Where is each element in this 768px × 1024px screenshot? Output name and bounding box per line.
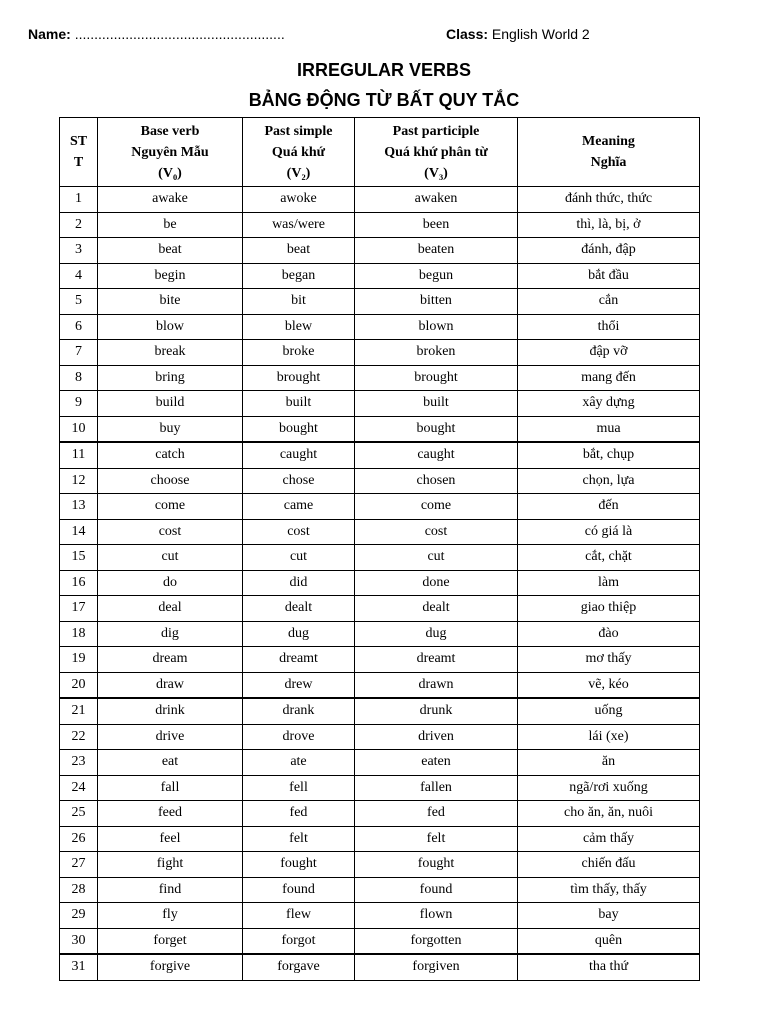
row-number: 18 [60,621,98,647]
meaning: có giá là [518,519,700,545]
past-simple: drew [243,672,355,698]
past-participle: drunk [355,698,518,724]
name-blank: ...................................................... [74,26,285,42]
meaning: thổi [518,314,700,340]
meaning: bắt đầu [518,263,700,289]
past-participle: broken [355,340,518,366]
past-participle: fed [355,801,518,827]
past-simple: began [243,263,355,289]
past-participle: blown [355,314,518,340]
meaning: đánh, đập [518,238,700,264]
page-title: IRREGULAR VERBS [296,60,471,80]
past-simple: beat [243,238,355,264]
base-verb: eat [98,750,243,776]
past-participle: been [355,212,518,238]
past-simple: came [243,494,355,520]
past-simple: felt [243,826,355,852]
table-row [60,903,700,929]
past-participle: found [355,877,518,903]
meaning: mua [518,416,700,442]
row-number: 12 [60,468,98,494]
row-number: 22 [60,724,98,750]
table-body [60,187,700,981]
row-number: 25 [60,801,98,827]
meaning: làm [518,570,700,596]
header-stt [60,118,98,187]
base-verb: dream [98,647,243,673]
past-simple: dreamt [243,647,355,673]
row-number: 9 [60,391,98,417]
base-verb: come [98,494,243,520]
past-participle: cost [355,519,518,545]
base-verb: awake [98,187,243,213]
row-number: 28 [60,877,98,903]
past-participle: done [355,570,518,596]
header-past-participle [355,118,518,187]
past-simple: fed [243,801,355,827]
header-meaning-en: Meaning [582,134,635,149]
past-simple: flew [243,903,355,929]
base-verb: drink [98,698,243,724]
irregular-verbs-table [59,117,700,981]
row-number: 24 [60,775,98,801]
table-row [60,877,700,903]
table-row [60,698,700,724]
table-row [60,263,700,289]
past-simple: fell [243,775,355,801]
meaning: uống [518,698,700,724]
table-row [60,570,700,596]
table-header-row [60,118,700,187]
meaning: thì, là, bị, ở [518,212,700,238]
past-simple: cut [243,545,355,571]
meaning: ngã/rơi xuống [518,775,700,801]
meaning: chiến đấu [518,852,700,878]
header-past-participle-en: Past participle [392,123,480,139]
name-field [28,26,285,42]
header-past-simple-en: Past simple [264,123,333,139]
past-participle: driven [355,724,518,750]
meaning: đến [518,494,700,520]
row-number: 15 [60,545,98,571]
meaning: bay [518,903,700,929]
meaning: cắt, chặt [518,545,700,571]
table-row [60,545,700,571]
meaning: xây dựng [518,391,700,417]
base-verb: cost [98,519,243,545]
past-participle: bitten [355,289,518,315]
base-verb: forget [98,928,243,954]
meaning: ăn [518,750,700,776]
class-label: Class: [446,26,489,42]
meaning: đập vỡ [518,340,700,366]
table-row [60,672,700,698]
meaning: cảm thấy [518,826,700,852]
base-verb: bring [98,365,243,391]
row-number: 21 [60,698,98,724]
base-verb: feed [98,801,243,827]
past-simple: dealt [243,596,355,622]
meaning: vẽ, kéo [518,672,700,698]
past-participle: forgiven [355,954,518,980]
table-row [60,954,700,980]
table-row [60,238,700,264]
row-number: 11 [60,442,98,468]
base-verb: choose [98,468,243,494]
base-verb: be [98,212,243,238]
past-participle: eaten [355,750,518,776]
row-number: 14 [60,519,98,545]
past-simple: dug [243,621,355,647]
row-number: 16 [60,570,98,596]
worksheet-header [28,26,748,48]
row-number: 8 [60,365,98,391]
table-row [60,340,700,366]
past-simple: cost [243,519,355,545]
past-participle: beaten [355,238,518,264]
base-verb: beat [98,238,243,264]
meaning: mang đến [518,365,700,391]
row-number: 27 [60,852,98,878]
table-row [60,750,700,776]
past-simple: broke [243,340,355,366]
base-verb: bite [98,289,243,315]
table-row [60,775,700,801]
base-verb: draw [98,672,243,698]
past-simple: drank [243,698,355,724]
past-participle: fallen [355,775,518,801]
base-verb: feel [98,826,243,852]
row-number: 26 [60,826,98,852]
base-verb: build [98,391,243,417]
base-verb: fly [98,903,243,929]
table-row [60,596,700,622]
row-number: 29 [60,903,98,929]
base-verb: blow [98,314,243,340]
past-participle: built [355,391,518,417]
past-participle: dealt [355,596,518,622]
past-simple: ate [243,750,355,776]
name-label: Name: [28,26,71,42]
header-past-simple [243,118,355,187]
past-simple: caught [243,442,355,468]
past-simple: built [243,391,355,417]
base-verb: deal [98,596,243,622]
table-row [60,724,700,750]
class-field [446,26,590,42]
table-row [60,494,700,520]
row-number: 4 [60,263,98,289]
meaning: bắt, chụp [518,442,700,468]
past-simple: forgot [243,928,355,954]
row-number: 30 [60,928,98,954]
past-participle: drawn [355,672,518,698]
past-participle: flown [355,903,518,929]
header-base-verb [98,118,243,187]
header-past-participle-vi: Quá khứ phân từ [384,144,488,160]
meaning: mơ thấy [518,647,700,673]
past-participle: come [355,494,518,520]
past-simple: bit [243,289,355,315]
past-participle: bought [355,416,518,442]
table-row [60,416,700,442]
past-participle: dug [355,621,518,647]
table-row [60,519,700,545]
table-row [60,289,700,315]
past-simple: bought [243,416,355,442]
row-number: 5 [60,289,98,315]
base-verb: fall [98,775,243,801]
past-participle: forgotten [355,928,518,954]
header-base-verb-vi: Nguyên Mẫu [131,144,209,160]
past-simple: did [243,570,355,596]
row-number: 10 [60,416,98,442]
past-simple: brought [243,365,355,391]
table-row [60,212,700,238]
row-number: 23 [60,750,98,776]
table-row [60,852,700,878]
past-participle: brought [355,365,518,391]
base-verb: begin [98,263,243,289]
row-number: 3 [60,238,98,264]
table-row [60,621,700,647]
class-value: English World 2 [491,26,590,42]
row-number: 20 [60,672,98,698]
row-number: 7 [60,340,98,366]
table-row [60,187,700,213]
table-row [60,647,700,673]
past-participle: begun [355,263,518,289]
header-meaning [518,118,700,187]
header-meaning-vi: Nghĩa [590,155,627,170]
table-row [60,442,700,468]
past-simple: found [243,877,355,903]
table-row [60,391,700,417]
base-verb: break [98,340,243,366]
past-participle: chosen [355,468,518,494]
meaning: tìm thấy, thấy [518,877,700,903]
header-past-participle-code: (V₃) [424,165,448,181]
base-verb: drive [98,724,243,750]
base-verb: forgive [98,954,243,980]
meaning: tha thứ [518,954,700,980]
past-participle: felt [355,826,518,852]
page-subtitle: BẢNG ĐỘNG TỪ BẤT QUY TẮC [248,90,520,110]
header-base-verb-en: Base verb [140,123,200,139]
past-participle: dreamt [355,647,518,673]
row-number: 31 [60,954,98,980]
header-past-simple-vi: Quá khứ [271,144,326,160]
meaning: giao thiệp [518,596,700,622]
header-stt-line2: T [73,155,84,170]
past-simple: forgave [243,954,355,980]
past-simple: drove [243,724,355,750]
table-row [60,468,700,494]
base-verb: fight [98,852,243,878]
header-base-verb-code: (V₀) [158,165,182,181]
row-number: 13 [60,494,98,520]
base-verb: cut [98,545,243,571]
row-number: 6 [60,314,98,340]
table-row [60,365,700,391]
table-row [60,314,700,340]
past-simple: blew [243,314,355,340]
meaning: chọn, lựa [518,468,700,494]
table-row [60,928,700,954]
header-stt-line1: ST [69,134,88,149]
past-participle: fought [355,852,518,878]
past-simple: was/were [243,212,355,238]
table-row [60,826,700,852]
base-verb: buy [98,416,243,442]
meaning: quên [518,928,700,954]
past-participle: cut [355,545,518,571]
row-number: 2 [60,212,98,238]
base-verb: do [98,570,243,596]
meaning: cắn [518,289,700,315]
table-row [60,801,700,827]
base-verb: find [98,877,243,903]
base-verb: dig [98,621,243,647]
past-simple: chose [243,468,355,494]
meaning: cho ăn, ăn, nuôi [518,801,700,827]
past-simple: fought [243,852,355,878]
row-number: 17 [60,596,98,622]
base-verb: catch [98,442,243,468]
header-past-simple-code: (V₂) [286,165,311,181]
meaning: đào [518,621,700,647]
meaning: lái (xe) [518,724,700,750]
past-participle: caught [355,442,518,468]
past-participle: awaken [355,187,518,213]
past-simple: awoke [243,187,355,213]
meaning: đánh thức, thức [518,187,700,213]
row-number: 19 [60,647,98,673]
row-number: 1 [60,187,98,213]
